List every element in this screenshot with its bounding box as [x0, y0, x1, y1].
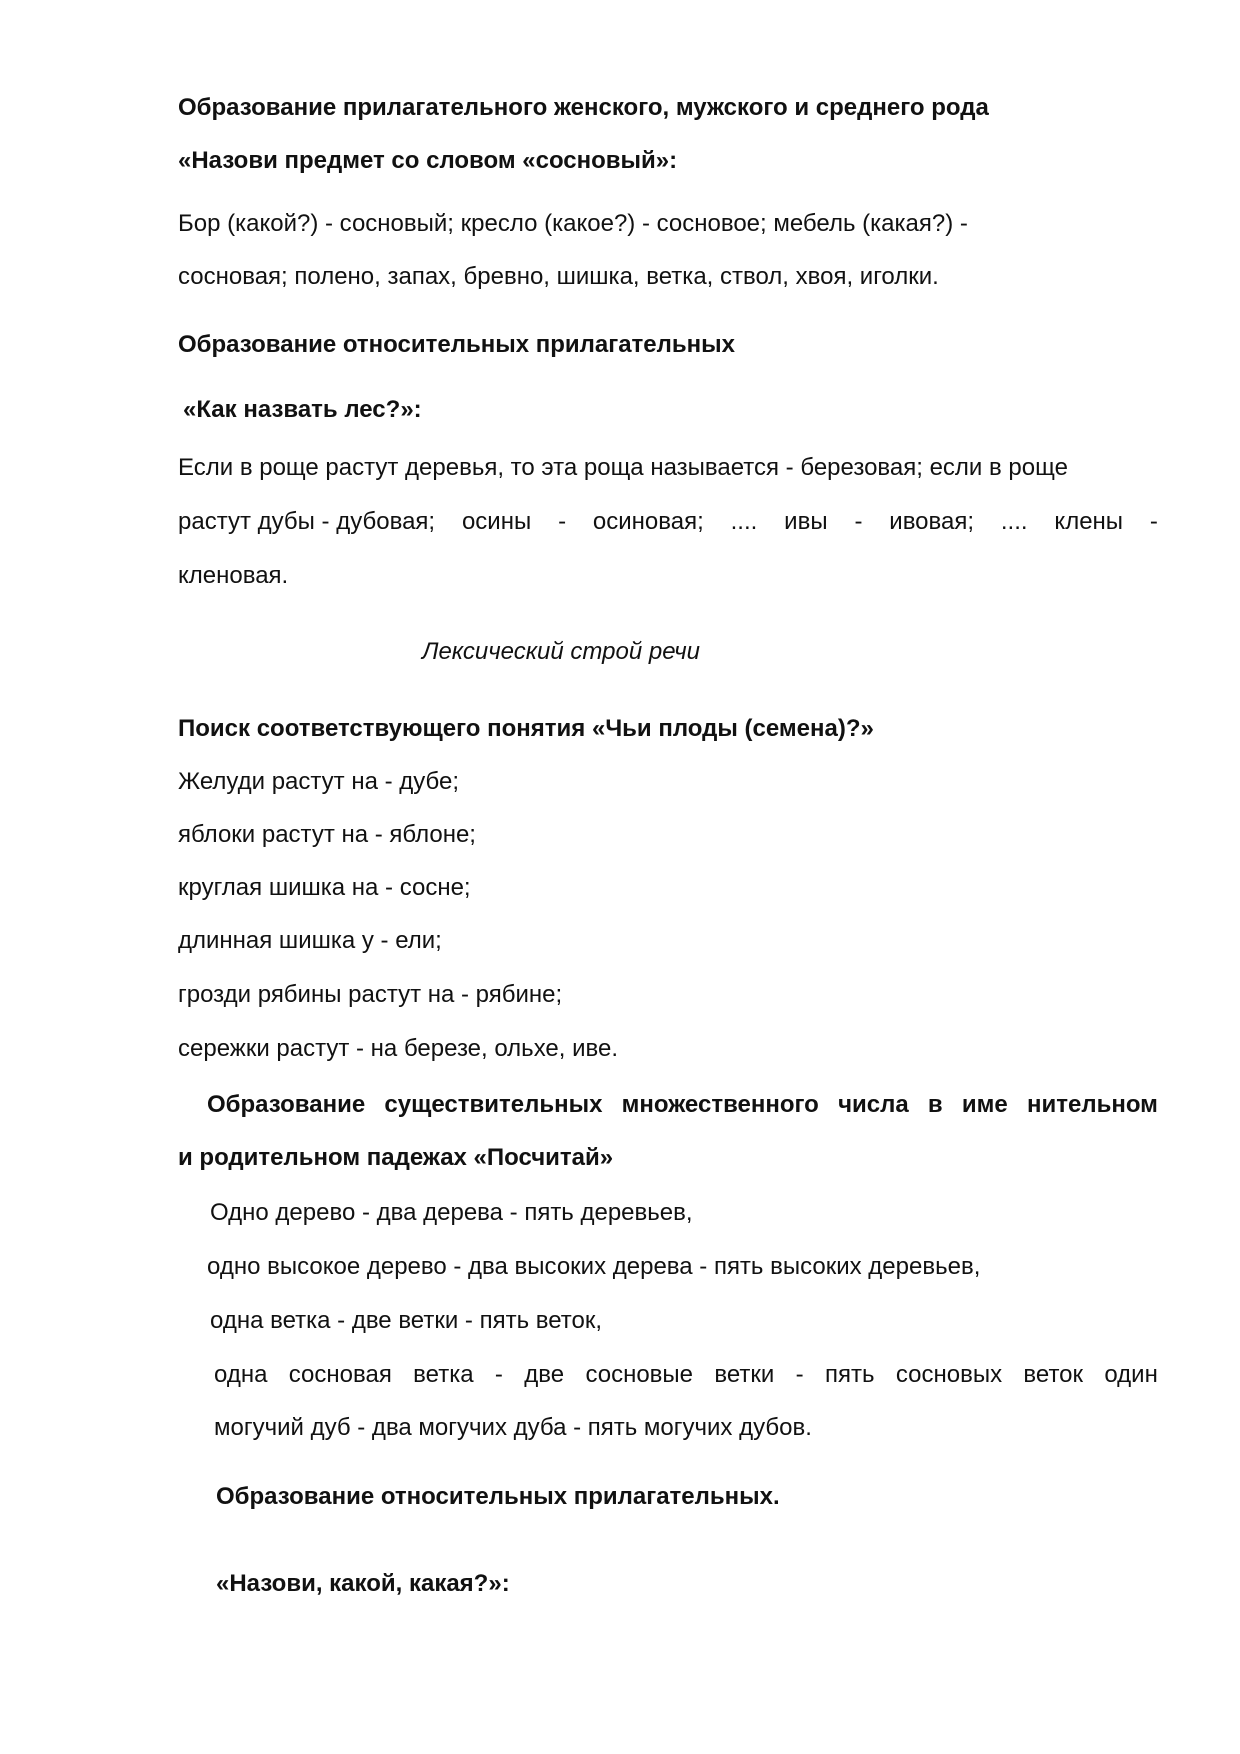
section2-text-line2 [178, 507, 1158, 537]
list-item: круглая шишка на - сосне; [178, 874, 471, 901]
word: две [524, 1361, 565, 1388]
word: Образование [207, 1091, 366, 1118]
word: - [1149, 508, 1158, 535]
section2-text-line1: Если в роще растут деревья, то эта роща называется - березовая; если в роще [178, 454, 1068, 481]
section2-heading: Образование относительных прилагательных [178, 331, 735, 358]
word: нительном [1026, 1091, 1158, 1118]
section3-heading: Поиск соответствующего понятия «Чьи плоды (семена)?» [178, 715, 874, 742]
word: сосновых [895, 1361, 1003, 1388]
list-item: сережки растут - на березе, ольхе, иве. [178, 1035, 619, 1062]
word: в [927, 1091, 943, 1118]
list-item: яблоки растут на - яблоне; [178, 821, 476, 848]
count-line-justified [214, 1360, 1158, 1390]
word: .... [730, 508, 758, 535]
section2-game-title: «Как назвать лес?»: [183, 396, 422, 423]
word: ветка [413, 1361, 474, 1388]
word: множественного [621, 1091, 819, 1118]
word: ивовая; [889, 508, 975, 535]
word: клены [1054, 508, 1124, 535]
word: - [795, 1361, 804, 1388]
section1-text-line1: Бор (какой?) - сосновый; кресло (какое?) - сосновое; мебель (какая?) - [178, 210, 968, 237]
section5-game-title: «Назови, какой, какая?»: [216, 1570, 510, 1597]
word: .... [1000, 508, 1028, 535]
word: осины [461, 508, 532, 535]
word: име [961, 1091, 1008, 1118]
word: - [494, 1361, 503, 1388]
word: - [558, 508, 567, 535]
section4-heading-line1 [207, 1090, 1158, 1120]
word: ветки [714, 1361, 775, 1388]
list-item: грозди рябины растут на - рябине; [178, 981, 563, 1008]
word: существительных [384, 1091, 603, 1118]
word: пять [825, 1361, 875, 1388]
list-item: Желуди растут на - дубе; [178, 768, 460, 795]
section1-text-line2: сосновая; полено, запах, бревно, шишка, ветка, ствол, хвоя, иголки. [178, 263, 939, 290]
word: сосновые [585, 1361, 694, 1388]
section1-heading: Образование прилагательного женского, мужского и среднего рода [178, 94, 989, 121]
section2-text-line3: кленовая. [178, 562, 289, 589]
count-line: могучий дуб - два могучих дуба - пять могучих дубов. [214, 1414, 812, 1441]
word: веток [1023, 1361, 1084, 1388]
word: числа [838, 1091, 909, 1118]
count-line: Одно дерево - два дерева - пять деревьев, [210, 1199, 693, 1226]
word: один [1104, 1361, 1158, 1388]
list-item: длинная шишка у - ели; [178, 927, 442, 954]
section1-game-title: «Назови предмет со словом «сосновый»: [178, 147, 678, 174]
count-line: одно высокое дерево - два высоких дерева - пять высоких деревьев, [207, 1253, 981, 1280]
section5-heading: Образование относительных прилагательных. [216, 1483, 780, 1510]
word: - [854, 508, 863, 535]
subtitle: Лексический строй речи [422, 638, 700, 665]
section4-heading-line2: и родительном падежах «Посчитай» [178, 1144, 614, 1171]
word: ивы [784, 508, 828, 535]
word: растут дубы - дубовая; [178, 508, 436, 535]
count-line: одна ветка - две ветки - пять веток, [210, 1307, 603, 1334]
word: осиновая; [592, 508, 704, 535]
word: одна [214, 1361, 268, 1388]
word: сосновая [288, 1361, 392, 1388]
